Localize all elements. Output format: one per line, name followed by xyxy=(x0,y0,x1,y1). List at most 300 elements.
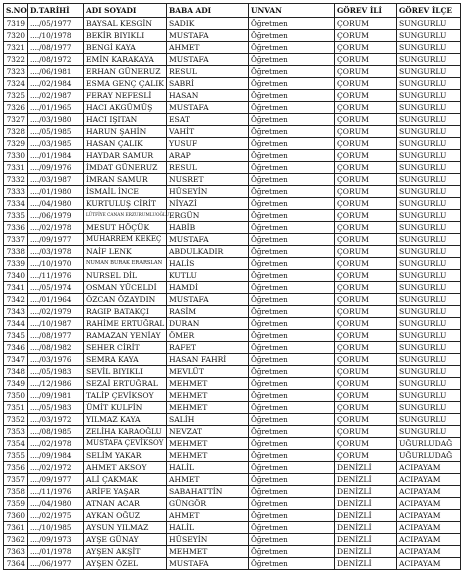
cell-birth-date: ..../05/1985 xyxy=(28,126,84,138)
cell-province: ÇORUM xyxy=(335,438,397,450)
cell-sno: 7319 xyxy=(4,18,28,30)
cell-father-name: RASİM xyxy=(167,306,249,318)
cell-sno: 7324 xyxy=(4,78,28,90)
cell-province: ÇORUM xyxy=(335,246,397,258)
cell-province: ÇORUM xyxy=(335,174,397,186)
cell-birth-date: ..../01/1980 xyxy=(28,186,84,198)
cell-birth-date: ..../08/1972 xyxy=(28,54,84,66)
cell-district: ACIPAYAM xyxy=(397,558,461,570)
cell-title: Öğretmen xyxy=(249,102,335,114)
cell-full-name: AYKAN OĞUZ xyxy=(84,510,167,522)
cell-title: Öğretmen xyxy=(249,354,335,366)
cell-birth-date: ..../02/1978 xyxy=(28,222,84,234)
cell-birth-date: ..../01/1965 xyxy=(28,102,84,114)
cell-sno: 7331 xyxy=(4,162,28,174)
table-row xyxy=(4,414,461,426)
cell-sno: 7326 xyxy=(4,102,28,114)
cell-district: ACIPAYAM xyxy=(397,510,461,522)
cell-province: ÇORUM xyxy=(335,30,397,42)
cell-full-name: MUSTAFA ÇEVİKSOY xyxy=(84,438,167,450)
cell-title: Öğretmen xyxy=(249,486,335,498)
cell-province: ÇORUM xyxy=(335,354,397,366)
cell-birth-date: ..../09/1984 xyxy=(28,450,84,462)
cell-district: SUNGURLU xyxy=(397,162,461,174)
cell-father-name: AHMET xyxy=(167,474,249,486)
cell-father-name: ÖMER xyxy=(167,330,249,342)
cell-title: Öğretmen xyxy=(249,498,335,510)
cell-province: ÇORUM xyxy=(335,450,397,462)
cell-sno: 7342 xyxy=(4,294,28,306)
cell-full-name: TALİP ÇEVİKSOY xyxy=(84,390,167,402)
cell-title: Öğretmen xyxy=(249,138,335,150)
cell-province: ÇORUM xyxy=(335,42,397,54)
cell-district: ACIPAYAM xyxy=(397,486,461,498)
cell-sno: 7321 xyxy=(4,42,28,54)
cell-sno: 7355 xyxy=(4,450,28,462)
cell-full-name: İSMAİL İNCE xyxy=(84,186,167,198)
cell-sno: 7329 xyxy=(4,138,28,150)
cell-father-name: MEHMET xyxy=(167,378,249,390)
cell-district: SUNGURLU xyxy=(397,186,461,198)
table-row xyxy=(4,294,461,306)
cell-birth-date: ..../01/1978 xyxy=(28,546,84,558)
cell-title: Öğretmen xyxy=(249,258,335,270)
cell-father-name: HASAN xyxy=(167,90,249,102)
cell-district: SUNGURLU xyxy=(397,402,461,414)
cell-province: DENİZLİ xyxy=(335,498,397,510)
cell-title: Öğretmen xyxy=(249,522,335,534)
cell-birth-date: ..../10/1985 xyxy=(28,522,84,534)
cell-district: SUNGURLU xyxy=(397,54,461,66)
cell-birth-date: ..../11/1976 xyxy=(28,270,84,282)
cell-father-name: MUSTAFA xyxy=(167,102,249,114)
cell-district: SUNGURLU xyxy=(397,330,461,342)
header-birth-date: D.TARİHİ xyxy=(28,4,84,18)
cell-father-name: SABAHATTİN xyxy=(167,486,249,498)
cell-full-name: NURSEL DİL xyxy=(84,270,167,282)
cell-province: ÇORUM xyxy=(335,342,397,354)
header-title: UNVAN xyxy=(249,4,335,18)
cell-province: ÇORUM xyxy=(335,426,397,438)
cell-district: SUNGURLU xyxy=(397,114,461,126)
cell-title: Öğretmen xyxy=(249,78,335,90)
cell-district: SUNGURLU xyxy=(397,90,461,102)
cell-district: SUNGURLU xyxy=(397,270,461,282)
cell-district: SUNGURLU xyxy=(397,222,461,234)
cell-province: ÇORUM xyxy=(335,282,397,294)
table-row xyxy=(4,462,461,474)
cell-province: ÇORUM xyxy=(335,78,397,90)
cell-father-name: MEHMET xyxy=(167,402,249,414)
cell-full-name: ARİFE YAŞAR xyxy=(84,486,167,498)
cell-title: Öğretmen xyxy=(249,234,335,246)
cell-full-name: HARUN ŞAHİN xyxy=(84,126,167,138)
cell-full-name: ALİ ÇAKMAK xyxy=(84,474,167,486)
cell-province: ÇORUM xyxy=(335,198,397,210)
cell-province: ÇORUM xyxy=(335,138,397,150)
cell-birth-date: ..../10/1970 xyxy=(28,258,84,270)
cell-full-name: RAHİME ERTUĞRAL xyxy=(84,318,167,330)
cell-father-name: SADIK xyxy=(167,18,249,30)
cell-district: ACIPAYAM xyxy=(397,462,461,474)
cell-sno: 7341 xyxy=(4,282,28,294)
cell-full-name: ZELİHA KARAOĞLU xyxy=(84,426,167,438)
header-full-name: ADI SOYADI xyxy=(84,4,167,18)
cell-full-name: BEKİR BIYIKLI xyxy=(84,30,167,42)
cell-sno: 7339 xyxy=(4,258,28,270)
cell-birth-date: ..../03/1976 xyxy=(28,354,84,366)
table-row xyxy=(4,114,461,126)
cell-title: Öğretmen xyxy=(249,294,335,306)
table-row xyxy=(4,78,461,90)
cell-full-name: NUMAN BURAK ERARSLAN xyxy=(84,258,167,270)
cell-sno: 7347 xyxy=(4,354,28,366)
cell-province: ÇORUM xyxy=(335,366,397,378)
cell-birth-date: ..../09/1976 xyxy=(28,162,84,174)
cell-title: Öğretmen xyxy=(249,150,335,162)
table-row xyxy=(4,198,461,210)
cell-father-name: HALİL xyxy=(167,462,249,474)
cell-title: Öğretmen xyxy=(249,414,335,426)
cell-title: Öğretmen xyxy=(249,114,335,126)
cell-birth-date: ..../09/1977 xyxy=(28,474,84,486)
cell-father-name: HALİL xyxy=(167,522,249,534)
cell-title: Öğretmen xyxy=(249,450,335,462)
table-row xyxy=(4,42,461,54)
cell-full-name: RAMAZAN YENİAY xyxy=(84,330,167,342)
personnel-table xyxy=(3,3,461,570)
table-row xyxy=(4,426,461,438)
cell-full-name: YILMAZ KAYA xyxy=(84,414,167,426)
cell-birth-date: ..../03/1972 xyxy=(28,414,84,426)
cell-district: SUNGURLU xyxy=(397,42,461,54)
cell-district: SUNGURLU xyxy=(397,258,461,270)
cell-title: Öğretmen xyxy=(249,90,335,102)
cell-province: DENİZLİ xyxy=(335,522,397,534)
cell-full-name: ÖZCAN ÖZAYDIN xyxy=(84,294,167,306)
cell-birth-date: ..../08/1977 xyxy=(28,330,84,342)
cell-district: SUNGURLU xyxy=(397,18,461,30)
cell-province: ÇORUM xyxy=(335,90,397,102)
cell-sno: 7352 xyxy=(4,414,28,426)
cell-birth-date: ..../08/1977 xyxy=(28,42,84,54)
cell-birth-date: ..../06/1977 xyxy=(28,558,84,570)
table-row xyxy=(4,282,461,294)
cell-district: ACIPAYAM xyxy=(397,474,461,486)
cell-title: Öğretmen xyxy=(249,534,335,546)
cell-district: SUNGURLU xyxy=(397,318,461,330)
cell-sno: 7354 xyxy=(4,438,28,450)
cell-province: DENİZLİ xyxy=(335,486,397,498)
cell-birth-date: ..../11/1976 xyxy=(28,486,84,498)
cell-province: ÇORUM xyxy=(335,210,397,222)
cell-birth-date: ..../04/1980 xyxy=(28,198,84,210)
cell-district: SUNGURLU xyxy=(397,210,461,222)
cell-sno: 7363 xyxy=(4,546,28,558)
cell-full-name: RAGIP BATAKÇI xyxy=(84,306,167,318)
cell-district: SUNGURLU xyxy=(397,414,461,426)
cell-full-name: AYSUN YILMAZ xyxy=(84,522,167,534)
cell-province: DENİZLİ xyxy=(335,474,397,486)
cell-sno: 7336 xyxy=(4,222,28,234)
cell-province: ÇORUM xyxy=(335,258,397,270)
table-row xyxy=(4,54,461,66)
cell-district: SUNGURLU xyxy=(397,150,461,162)
cell-birth-date: ..../03/1980 xyxy=(28,114,84,126)
cell-district: SUNGURLU xyxy=(397,30,461,42)
table-row xyxy=(4,174,461,186)
table-row xyxy=(4,474,461,486)
cell-full-name: İMDAT GÜNERUZ xyxy=(84,162,167,174)
cell-father-name: YUSUF xyxy=(167,138,249,150)
cell-sno: 7359 xyxy=(4,498,28,510)
table-row xyxy=(4,66,461,78)
cell-father-name: MUSTAFA xyxy=(167,234,249,246)
cell-province: ÇORUM xyxy=(335,294,397,306)
table-row xyxy=(4,486,461,498)
cell-province: ÇORUM xyxy=(335,18,397,30)
cell-father-name: SABRİ xyxy=(167,78,249,90)
cell-sno: 7360 xyxy=(4,510,28,522)
cell-father-name: AHMET xyxy=(167,510,249,522)
cell-birth-date: ..../05/1977 xyxy=(28,18,84,30)
cell-father-name: MEHMET xyxy=(167,450,249,462)
cell-sno: 7330 xyxy=(4,150,28,162)
cell-district: SUNGURLU xyxy=(397,234,461,246)
cell-full-name: ESMA GENÇ ÇALIK xyxy=(84,78,167,90)
cell-title: Öğretmen xyxy=(249,54,335,66)
cell-birth-date: ..../09/1981 xyxy=(28,390,84,402)
table-row xyxy=(4,30,461,42)
cell-sno: 7328 xyxy=(4,126,28,138)
cell-father-name: KUTLU xyxy=(167,270,249,282)
cell-title: Öğretmen xyxy=(249,342,335,354)
cell-sno: 7361 xyxy=(4,522,28,534)
cell-district: SUNGURLU xyxy=(397,174,461,186)
cell-father-name: ABDULKADIR xyxy=(167,246,249,258)
cell-title: Öğretmen xyxy=(249,558,335,570)
cell-father-name: HALİS xyxy=(167,258,249,270)
cell-sno: 7343 xyxy=(4,306,28,318)
cell-province: ÇORUM xyxy=(335,234,397,246)
cell-title: Öğretmen xyxy=(249,546,335,558)
cell-full-name: HAYDAR SAMUR xyxy=(84,150,167,162)
cell-full-name: BENGİ KAYA xyxy=(84,42,167,54)
cell-sno: 7348 xyxy=(4,366,28,378)
cell-district: ACIPAYAM xyxy=(397,522,461,534)
cell-full-name: HACI AKGÜMÜŞ xyxy=(84,102,167,114)
cell-sno: 7349 xyxy=(4,378,28,390)
table-row xyxy=(4,210,461,222)
table-row xyxy=(4,306,461,318)
cell-father-name: RESUL xyxy=(167,66,249,78)
table-row xyxy=(4,18,461,30)
cell-full-name: KURTULUŞ CİRİT xyxy=(84,198,167,210)
table-row xyxy=(4,522,461,534)
cell-father-name: MUSTAFA xyxy=(167,54,249,66)
cell-district: SUNGURLU xyxy=(397,126,461,138)
cell-full-name: ÜMİT KULFİN xyxy=(84,402,167,414)
cell-full-name: HASAN ÇALIK xyxy=(84,138,167,150)
cell-father-name: MEHMET xyxy=(167,546,249,558)
cell-title: Öğretmen xyxy=(249,186,335,198)
cell-father-name: DURAN xyxy=(167,318,249,330)
cell-district: SUNGURLU xyxy=(397,138,461,150)
cell-sno: 7335 xyxy=(4,210,28,222)
table-row xyxy=(4,258,461,270)
cell-province: ÇORUM xyxy=(335,66,397,78)
cell-father-name: ARAP xyxy=(167,150,249,162)
cell-province: ÇORUM xyxy=(335,126,397,138)
cell-sno: 7322 xyxy=(4,54,28,66)
cell-birth-date: ..../06/1979 xyxy=(28,210,84,222)
cell-province: ÇORUM xyxy=(335,414,397,426)
cell-title: Öğretmen xyxy=(249,306,335,318)
cell-sno: 7332 xyxy=(4,174,28,186)
table-row xyxy=(4,270,461,282)
cell-sno: 7344 xyxy=(4,318,28,330)
cell-title: Öğretmen xyxy=(249,246,335,258)
cell-father-name: NEVZAT xyxy=(167,426,249,438)
table-row xyxy=(4,186,461,198)
cell-province: ÇORUM xyxy=(335,330,397,342)
table-row xyxy=(4,390,461,402)
cell-full-name: SEVİL BIYIKLI xyxy=(84,366,167,378)
table-row xyxy=(4,102,461,114)
cell-province: ÇORUM xyxy=(335,390,397,402)
cell-full-name: EMİN KARAKAYA xyxy=(84,54,167,66)
cell-district: SUNGURLU xyxy=(397,366,461,378)
cell-birth-date: ..../04/1980 xyxy=(28,498,84,510)
cell-full-name: AYŞE GÜNAY xyxy=(84,534,167,546)
cell-title: Öğretmen xyxy=(249,162,335,174)
cell-province: ÇORUM xyxy=(335,222,397,234)
cell-father-name: HÜSEYİN xyxy=(167,186,249,198)
cell-birth-date: ..../03/1987 xyxy=(28,174,84,186)
cell-full-name: MUHARREM KEKEÇ xyxy=(84,234,167,246)
cell-title: Öğretmen xyxy=(249,402,335,414)
cell-birth-date: ..../05/1983 xyxy=(28,366,84,378)
cell-father-name: ESAT xyxy=(167,114,249,126)
cell-sno: 7356 xyxy=(4,462,28,474)
cell-province: DENİZLİ xyxy=(335,462,397,474)
cell-province: ÇORUM xyxy=(335,186,397,198)
cell-birth-date: ..../08/1982 xyxy=(28,342,84,354)
cell-district: SUNGURLU xyxy=(397,342,461,354)
cell-father-name: MUSTAFA xyxy=(167,30,249,42)
cell-full-name: ERHAN GÜNERUZ xyxy=(84,66,167,78)
cell-district: ACIPAYAM xyxy=(397,498,461,510)
cell-full-name: NAİF LENK xyxy=(84,246,167,258)
cell-full-name: OSMAN YÜCELDİ xyxy=(84,282,167,294)
cell-sno: 7345 xyxy=(4,330,28,342)
cell-district: SUNGURLU xyxy=(397,78,461,90)
cell-sno: 7334 xyxy=(4,198,28,210)
cell-district: SUNGURLU xyxy=(397,282,461,294)
cell-district: ACIPAYAM xyxy=(397,534,461,546)
cell-title: Öğretmen xyxy=(249,126,335,138)
cell-full-name: SELİM YAKAR xyxy=(84,450,167,462)
cell-title: Öğretmen xyxy=(249,210,335,222)
cell-full-name: MESUT HÖÇÜK xyxy=(84,222,167,234)
cell-district: SUNGURLU xyxy=(397,354,461,366)
cell-birth-date: ..../09/1977 xyxy=(28,234,84,246)
table-row xyxy=(4,378,461,390)
cell-province: DENİZLİ xyxy=(335,546,397,558)
cell-district: SUNGURLU xyxy=(397,426,461,438)
cell-province: ÇORUM xyxy=(335,54,397,66)
cell-sno: 7346 xyxy=(4,342,28,354)
table-row xyxy=(4,138,461,150)
cell-birth-date: ..../01/1984 xyxy=(28,150,84,162)
table-row xyxy=(4,126,461,138)
cell-sno: 7338 xyxy=(4,246,28,258)
cell-province: ÇORUM xyxy=(335,270,397,282)
cell-full-name: SEMRA KAYA xyxy=(84,354,167,366)
cell-father-name: MUSTAFA xyxy=(167,558,249,570)
cell-sno: 7350 xyxy=(4,390,28,402)
cell-birth-date: ..../12/1986 xyxy=(28,378,84,390)
cell-father-name: NUSRET xyxy=(167,174,249,186)
cell-title: Öğretmen xyxy=(249,30,335,42)
header-province: GÖREV İLİ xyxy=(335,4,397,18)
cell-district: SUNGURLU xyxy=(397,306,461,318)
table-row xyxy=(4,354,461,366)
cell-title: Öğretmen xyxy=(249,462,335,474)
cell-sno: 7362 xyxy=(4,534,28,546)
cell-birth-date: ..../02/1978 xyxy=(28,438,84,450)
cell-birth-date: ..../06/1981 xyxy=(28,66,84,78)
cell-full-name: BAYSAL KESGİN xyxy=(84,18,167,30)
cell-father-name: HÜSEYİN xyxy=(167,534,249,546)
table-row xyxy=(4,450,461,462)
cell-province: ÇORUM xyxy=(335,306,397,318)
cell-province: ÇORUM xyxy=(335,318,397,330)
cell-full-name: SEHER CİRİT xyxy=(84,342,167,354)
cell-father-name: SALİH xyxy=(167,414,249,426)
cell-province: ÇORUM xyxy=(335,402,397,414)
cell-father-name: GÜNGÖR xyxy=(167,498,249,510)
cell-sno: 7364 xyxy=(4,558,28,570)
table-row xyxy=(4,330,461,342)
cell-title: Öğretmen xyxy=(249,270,335,282)
cell-district: UĞURLUDAĞ xyxy=(397,450,461,462)
cell-father-name: NİYAZİ xyxy=(167,198,249,210)
cell-birth-date: ..../02/1984 xyxy=(28,78,84,90)
table-row xyxy=(4,498,461,510)
cell-birth-date: ..../10/1978 xyxy=(28,30,84,42)
cell-father-name: HABİB xyxy=(167,222,249,234)
cell-sno: 7358 xyxy=(4,486,28,498)
cell-birth-date: ..../05/1974 xyxy=(28,282,84,294)
cell-title: Öğretmen xyxy=(249,174,335,186)
table-row xyxy=(4,150,461,162)
cell-province: DENİZLİ xyxy=(335,510,397,522)
cell-sno: 7340 xyxy=(4,270,28,282)
cell-title: Öğretmen xyxy=(249,474,335,486)
cell-district: SUNGURLU xyxy=(397,66,461,78)
cell-full-name: FERAY NEFESLİ xyxy=(84,90,167,102)
cell-province: DENİZLİ xyxy=(335,558,397,570)
cell-birth-date: ..../02/1979 xyxy=(28,306,84,318)
cell-sno: 7327 xyxy=(4,114,28,126)
cell-district: SUNGURLU xyxy=(397,246,461,258)
cell-district: SUNGURLU xyxy=(397,102,461,114)
header-district: GÖREV İLÇE xyxy=(397,4,461,18)
cell-birth-date: ..../02/1972 xyxy=(28,462,84,474)
cell-province: DENİZLİ xyxy=(335,534,397,546)
cell-title: Öğretmen xyxy=(249,378,335,390)
